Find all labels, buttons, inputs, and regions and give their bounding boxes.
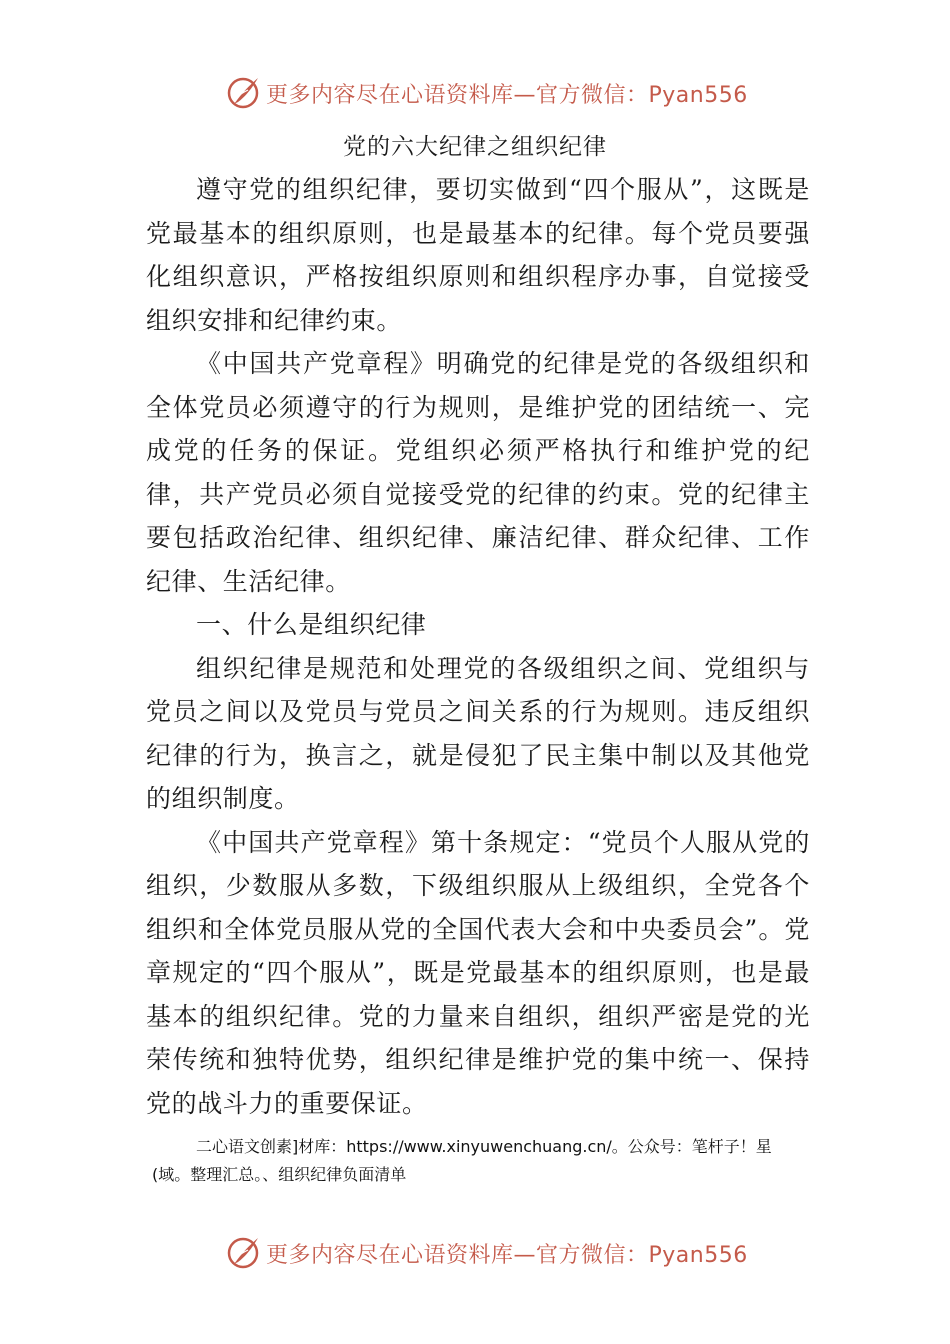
watermark-banner-bottom (0, 1232, 950, 1272)
source-footnote (146, 1133, 810, 1189)
paragraph: 《中国共产党章程》明确党的纪律是党的各级组织和全体党员必须遵守的行为规则，是维护党的团结统一、完成党的任务的保证。党组织必须严格执行和维护党的纪律，共产党员必须自觉接受党的纪律的约束。党的纪律主要包括政治纪律、组织纪律、廉洁纪律、群众纪律、工作纪律、生活纪律。 (146, 349, 810, 596)
watermark-banner-top (0, 72, 950, 112)
footnote-line: 二心语文创素]材库：https://www.xinyuwenchuang.cn/。公众号：笔杆子！星 (196, 1137, 772, 1156)
paragraph: 组织纪律是规范和处理党的各级组织之间、党组织与党员之间以及党员与党员之间关系的行为规则。违反组织纪律的行为，换言之，就是侵犯了民主集中制以及其他党的组织制度。 (146, 653, 810, 813)
watermark-text: 更多内容尽在心语资料库—官方微信：Pyan556 (266, 1243, 748, 1268)
document-body (146, 168, 810, 1125)
footnote-line: (域。整理汇总。、组织纪律负面清单 (152, 1165, 407, 1184)
quill-logo-icon (226, 74, 262, 110)
paragraph: 遵守党的组织纪律，要切实做到“四个服从”，这既是党最基本的组织原则，也是最基本的纪律。每个党员要强化组织意识，严格按组织原则和组织程序办事，自觉接受组织安排和纪律约束。 (146, 175, 810, 335)
paragraph: 《中国共产党章程》第十条规定：“党员个人服从党的组织，少数服从多数，下级组织服从上级组织，全党各个组织和全体党员服从党的全国代表大会和中央委员会”。党章规定的“四个服从”，既是党最基本的组织原则，也是最基本的组织纪律。党的力量来自组织，组织严密是党的光荣传统和独特优势，组织纪律是维护党的集中统一、保持党的战斗力的重要保证。 (146, 827, 810, 1118)
section-heading: 一、什么是组织纪律 (196, 610, 427, 639)
document-title: 党的六大纪律之组织纪律 (343, 134, 607, 160)
quill-logo-icon (226, 1234, 262, 1270)
watermark-text: 更多内容尽在心语资料库—官方微信：Pyan556 (266, 83, 748, 108)
